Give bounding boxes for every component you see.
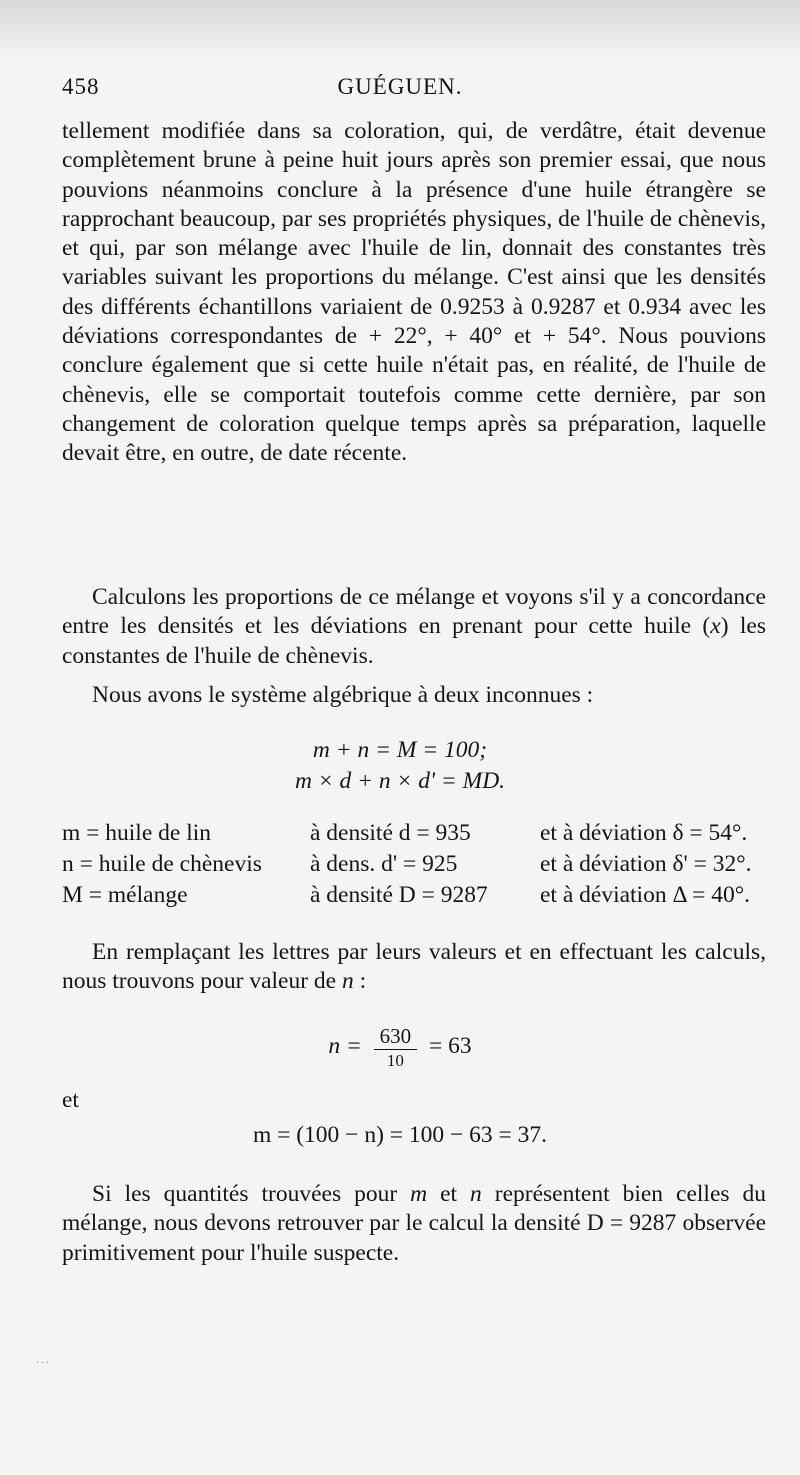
scan-shadow (0, 0, 800, 60)
paragraph-2-before: Calculons les proportions de ce mélange et voyons s'il y a concordance entre les densités et les déviations en prenant pour cette huile ( (62, 584, 766, 640)
definition-density: à dens. d' = 925 (310, 851, 458, 877)
variable-n: n (342, 968, 354, 995)
paragraph-3-text: Nous avons le système algébrique à deux inconnues : (92, 682, 594, 708)
definition-density: à densité D = 9287 (310, 882, 488, 908)
paragraph-2 (62, 583, 766, 671)
paragraph-1 (62, 117, 766, 469)
variable-m: m (410, 1181, 428, 1207)
definition-term: M = mélange (62, 882, 188, 908)
paragraph-3 (62, 681, 766, 710)
page-number: 458 (62, 74, 100, 99)
paragraph-4 (62, 938, 766, 997)
definitions (62, 818, 770, 911)
running-title: GUÉGUEN. (337, 74, 463, 99)
definition-row (62, 849, 770, 880)
fraction (374, 1023, 418, 1072)
definition-deviation: et à déviation Δ = 40°. (540, 882, 751, 908)
fraction-lhs: n = (328, 1032, 362, 1059)
paragraph-4-text: En remplaçant les lettres par leurs valeurs et en effectuant les calculs, nous trouvons pour valeur de (62, 939, 766, 995)
paragraph-5 (62, 1180, 766, 1268)
definition-term: n = huile de chènevis (62, 851, 262, 877)
paragraph-2-after: ) les constantes de l'huile de chènevis. (62, 613, 766, 669)
equation-m: m = (100 − n) = 100 − 63 = 37. (252, 1122, 548, 1148)
variable-x: x (710, 613, 721, 640)
definition-deviation: et à déviation δ = 54°. (540, 820, 748, 846)
variable-n: n (470, 1181, 482, 1207)
paragraph-1-text: tellement modifiée dans sa coloration, qui, de verdâtre, était devenue complètement brune à peine huit jours après son premier essai, que nous pouvions néanmoins conclure à la présence d'une huile étrangère se rapprochant beaucoup, par ses propriétés physiques, de l'huile de chènevis, et qui, par son mélange avec l'huile de lin, donnait des constantes très variables suivant les proportions du mélange. C'est ainsi que les densités des différents échantillons variaient de 0.9253 à 0.9287 et 0.934 avec les déviations correspondantes de + 22°, + 40° et + 54°. Nous pouvions conclure également que si cette huile n'était pas, en réalité, de l'huile de chènevis, elle se comportait toutefois comme cette dernière, par son changement de coloration quelque temps après sa préparation, laquelle devait être, en outre, de date récente. (62, 118, 766, 467)
equation-2: m × d + n × d' = MD. (294, 768, 506, 794)
definition-row (62, 818, 770, 849)
conjunction-et: et (62, 1087, 79, 1113)
fraction-rhs: = 63 (429, 1032, 472, 1059)
definition-density: à densité d = 935 (310, 820, 471, 846)
paragraph-5-after: représentent bien celles du mélange, nous devons retrouver par le calcul la densité D = 9287 observée primitivement pour l'huile suspecte. (62, 1181, 766, 1266)
fraction-equation (0, 1023, 800, 1072)
fraction-numerator: 630 (374, 1023, 418, 1050)
paragraph-5-before: Si les quantités trouvées pour (92, 1181, 411, 1207)
fraction-denominator: 10 (386, 1051, 404, 1070)
footer-mark: ... (36, 1352, 51, 1366)
definition-deviation: et à déviation δ' = 32°. (540, 851, 752, 877)
definition-row (62, 880, 770, 911)
paragraph-5-mid: et (427, 1181, 471, 1207)
equation-1: m + n = M = 100; (312, 737, 488, 763)
paragraph-4-end: : (353, 968, 367, 995)
definition-term: m = huile de lin (62, 820, 212, 846)
